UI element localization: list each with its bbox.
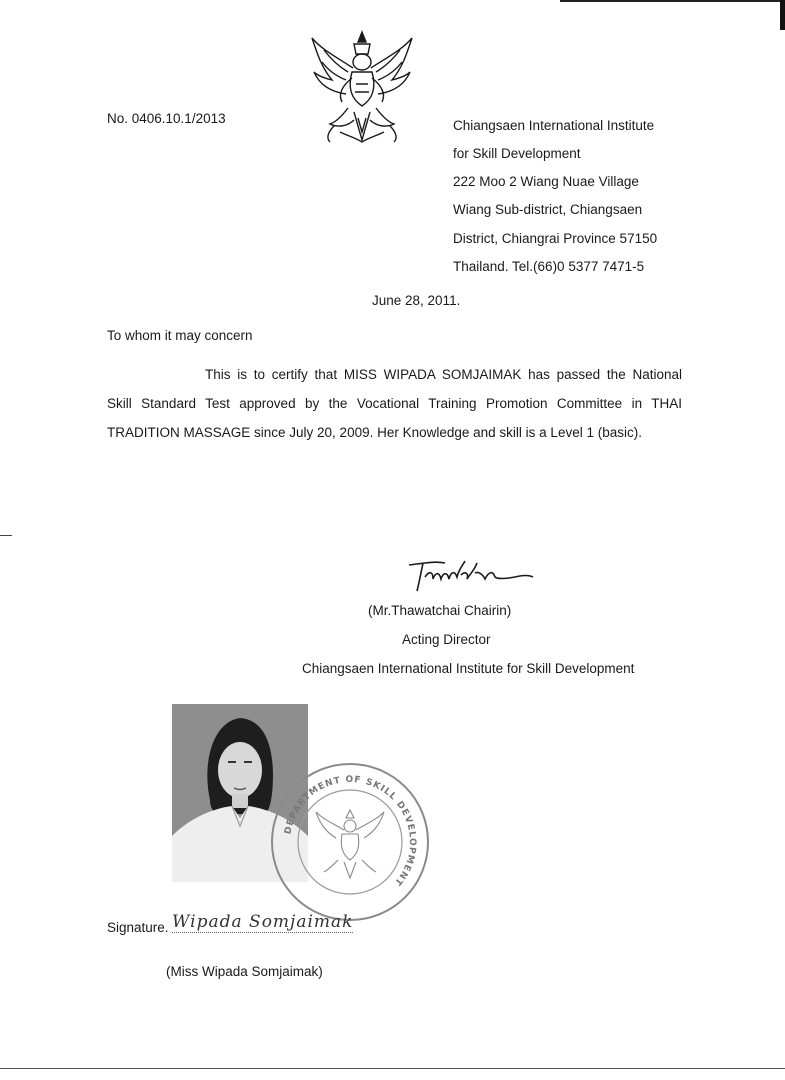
salutation: To whom it may concern — [107, 328, 253, 343]
address-line: Chiangsaen International Institute — [453, 118, 655, 133]
address-line: 222 Moo 2 Wiang Nuae Village — [453, 174, 639, 189]
scan-edge-right — [780, 0, 785, 30]
fold-mark-left — [0, 535, 12, 536]
address-line: for Skill Development — [453, 146, 581, 161]
director-title: Acting Director — [402, 632, 491, 647]
svg-text:DEPARTMENT OF SKILL DEVELOPMEN: DEPARTMENT OF SKILL DEVELOPMENT — [283, 774, 418, 888]
scan-edge-top — [560, 0, 785, 2]
director-signature — [405, 555, 535, 595]
body-line: Skill Standard Test approved by the Vocational Training Promotion Committee in THAI — [107, 396, 682, 411]
body-line: This is to certify that MISS WIPADA SOMJAIMAK has passed the National — [205, 367, 682, 382]
address-line: District, Chiangrai Province 57150 — [453, 231, 658, 246]
holder-name: (Miss Wipada Somjaimak) — [166, 964, 323, 979]
address-line: Thailand. Tel.(66)0 5377 7471-5 — [453, 259, 645, 274]
director-organization: Chiangsaen International Institute for Skill Development — [302, 661, 635, 676]
scan-edge-bottom — [0, 1068, 785, 1069]
department-seal-icon — [268, 760, 433, 925]
address-line: Wiang Sub-district, Chiangsaen — [453, 202, 643, 217]
body-line: TRADITION MASSAGE since July 20, 2009. Her Knowledge and skill is a Level 1 (basic). — [107, 425, 642, 440]
signature-label: Signature. — [107, 920, 169, 935]
letter-date: June 28, 2011. — [372, 293, 461, 308]
director-name: (Mr.Thawatchai Chairin) — [368, 603, 512, 618]
garuda-emblem-icon — [308, 28, 416, 146]
holder-signature: Wipada Somjaimak — [172, 912, 354, 932]
reference-number: No. 0406.10.1/2013 — [107, 111, 226, 126]
